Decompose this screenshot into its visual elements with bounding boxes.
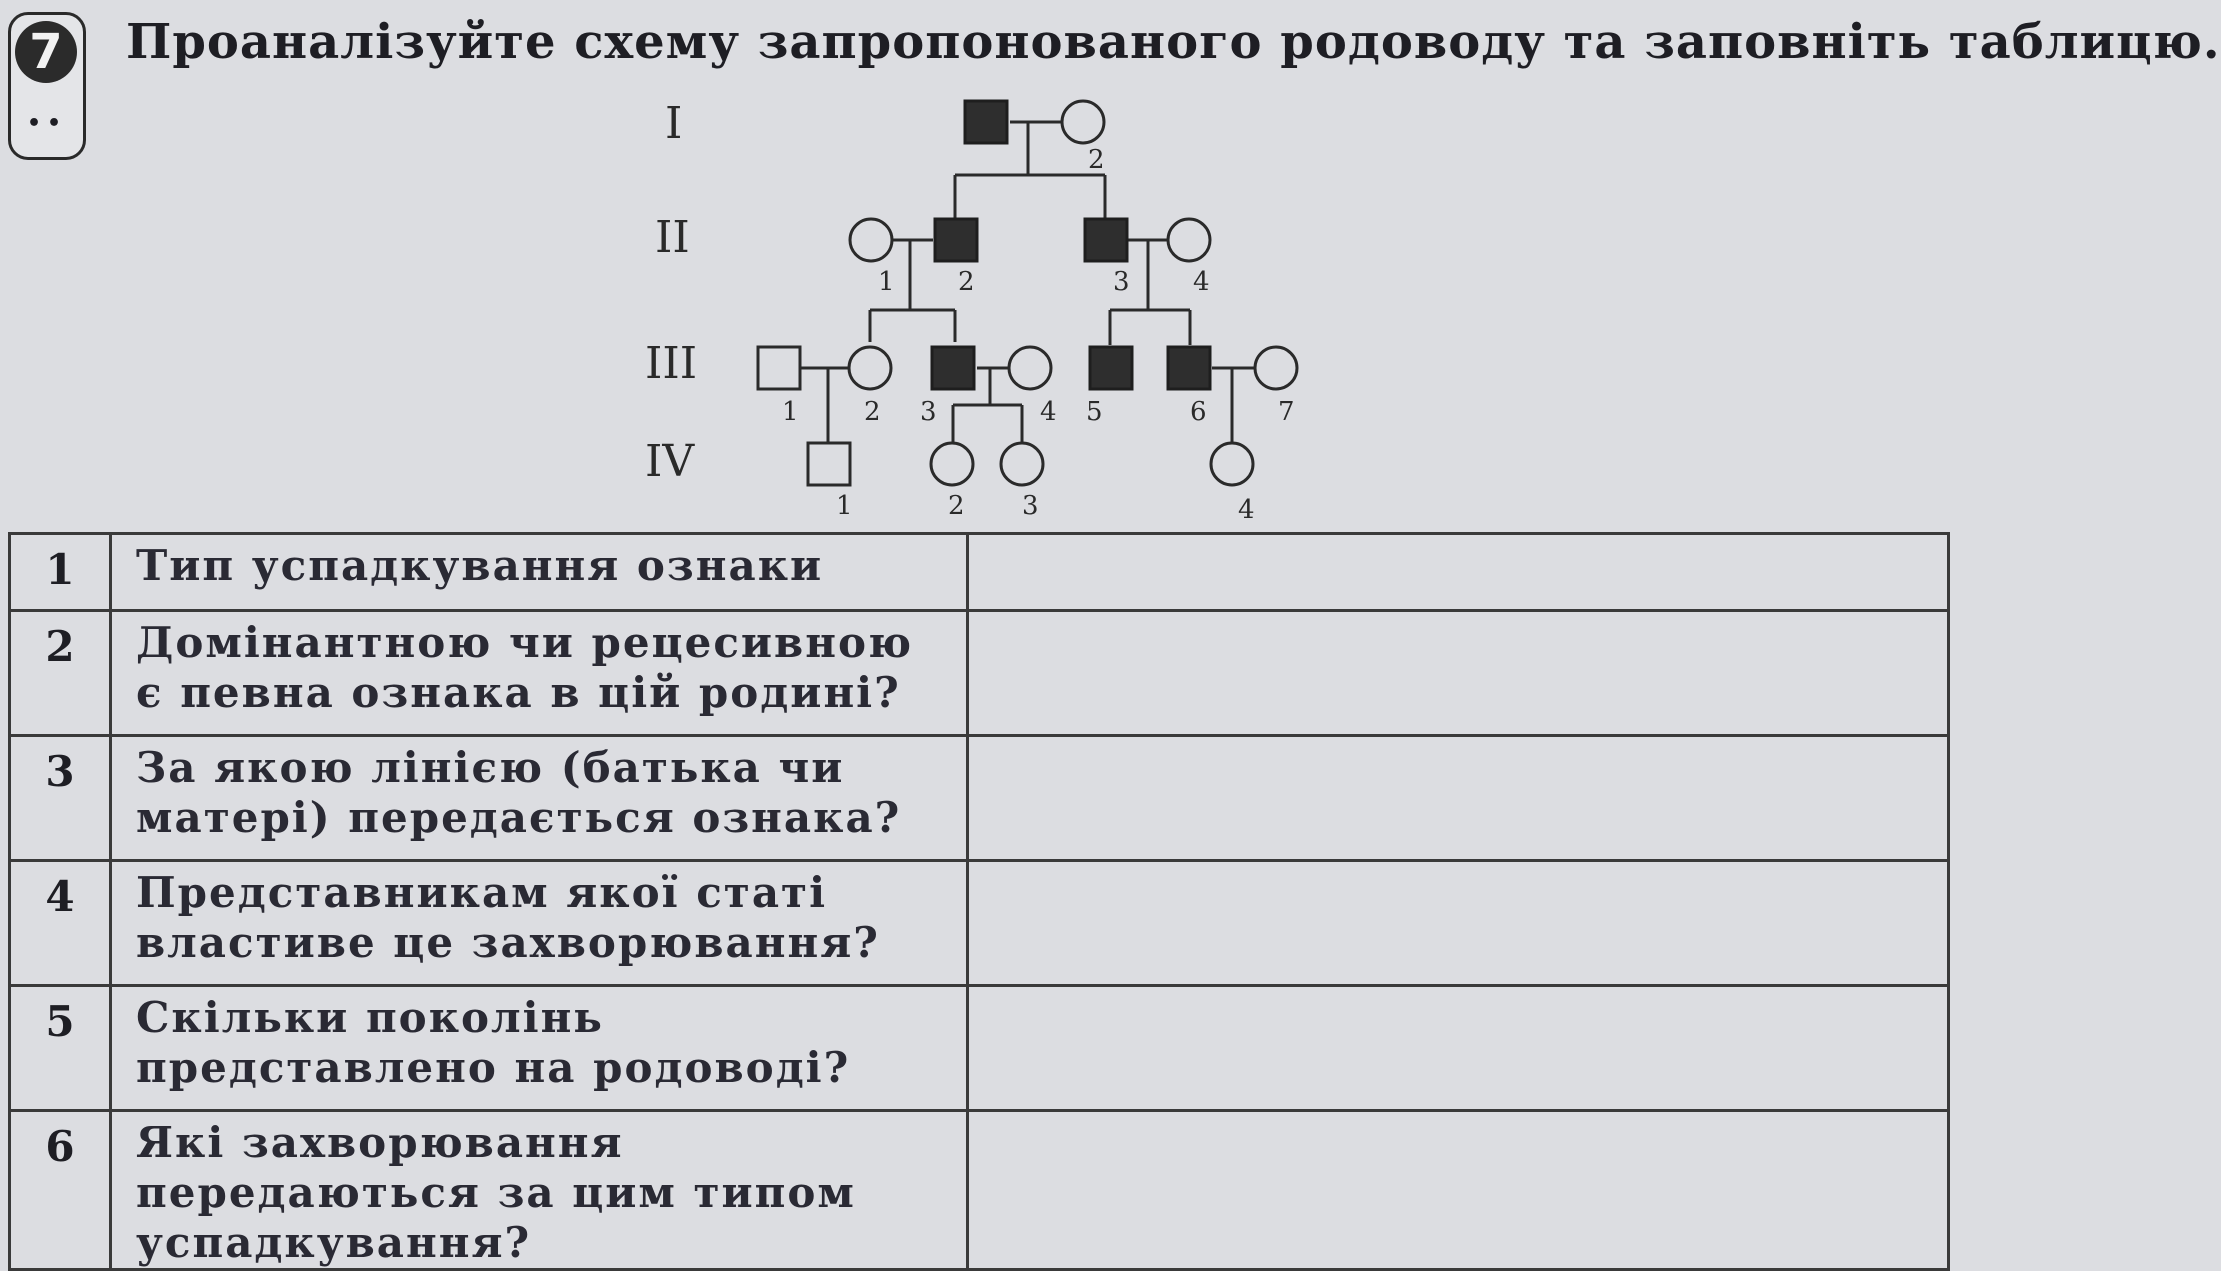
individual-number: 4 xyxy=(1193,267,1210,297)
difficulty-dots: •• xyxy=(26,111,68,136)
individual-III-3 xyxy=(932,347,974,389)
individual-IV-3 xyxy=(1001,443,1043,485)
answer-cell[interactable] xyxy=(968,861,1949,986)
table-row xyxy=(10,1111,1949,1270)
individual-number: 1 xyxy=(878,267,895,297)
generation-label-II: II xyxy=(655,212,690,263)
individual-I-2 xyxy=(1062,101,1104,143)
individual-III-2 xyxy=(849,347,891,389)
individual-III-4 xyxy=(1009,347,1051,389)
table-row xyxy=(10,611,1949,736)
question-cell: За якою лінією (батька чи матері) передається ознака? xyxy=(111,736,968,861)
individual-number: 2 xyxy=(948,491,965,521)
individual-II-1 xyxy=(850,219,892,261)
row-number: 5 xyxy=(10,986,111,1111)
generation-label-I: I xyxy=(665,98,683,149)
question-cell: Які захворювання передаються за цим типом успадкування? xyxy=(111,1111,968,1270)
question-cell: Тип успадкування ознаки xyxy=(111,534,968,611)
table-row xyxy=(10,736,1949,861)
individual-number: 4 xyxy=(1238,495,1255,525)
answer-cell[interactable] xyxy=(968,736,1949,861)
table-row xyxy=(10,861,1949,986)
answer-cell[interactable] xyxy=(968,611,1949,736)
answer-cell[interactable] xyxy=(968,534,1949,611)
individual-III-5 xyxy=(1090,347,1132,389)
answer-cell[interactable] xyxy=(968,1111,1949,1270)
individual-number: 7 xyxy=(1278,397,1295,427)
table-row xyxy=(10,534,1949,611)
individual-II-2 xyxy=(935,219,977,261)
generation-label-IV: IV xyxy=(645,436,695,487)
question-cell: Домінантною чи рецесивною є певна ознака в цій родині? xyxy=(111,611,968,736)
question-cell: Представникам якої статі властиве це захворювання? xyxy=(111,861,968,986)
generation-label-III: III xyxy=(645,338,698,389)
individual-III-7 xyxy=(1255,347,1297,389)
row-number: 2 xyxy=(10,611,111,736)
individual-number: 3 xyxy=(1113,267,1130,297)
row-number: 4 xyxy=(10,861,111,986)
row-number: 6 xyxy=(10,1111,111,1270)
pedigree-lines xyxy=(800,122,1255,443)
individual-II-4 xyxy=(1168,219,1210,261)
individual-number: 6 xyxy=(1190,397,1207,427)
pedigree-chart xyxy=(0,0,1960,532)
table-row xyxy=(10,986,1949,1111)
individual-number: 5 xyxy=(1086,397,1103,427)
answer-table xyxy=(8,532,1950,1271)
individual-number: 2 xyxy=(864,397,881,427)
task-title: Проаналізуйте схему запропонованого родоводу та заповніть таблицю. xyxy=(126,14,2221,70)
question-cell: Скільки поколінь представлено на родоводі? xyxy=(111,986,968,1111)
individual-number: 3 xyxy=(920,397,937,427)
individual-number: 4 xyxy=(1040,397,1057,427)
individual-number: 2 xyxy=(1088,145,1105,175)
individual-IV-4 xyxy=(1211,443,1253,485)
individual-III-1 xyxy=(758,347,800,389)
individual-III-6 xyxy=(1168,347,1210,389)
row-number: 1 xyxy=(10,534,111,611)
individual-number: 1 xyxy=(836,491,853,521)
individual-IV-2 xyxy=(931,443,973,485)
task-number: 7 xyxy=(15,21,77,83)
individual-II-3 xyxy=(1085,219,1127,261)
individual-I-1 xyxy=(965,101,1007,143)
row-number: 3 xyxy=(10,736,111,861)
individual-number: 1 xyxy=(782,397,799,427)
answer-cell[interactable] xyxy=(968,986,1949,1111)
individual-IV-1 xyxy=(808,443,850,485)
individual-number: 3 xyxy=(1022,491,1039,521)
individual-number: 2 xyxy=(958,267,975,297)
